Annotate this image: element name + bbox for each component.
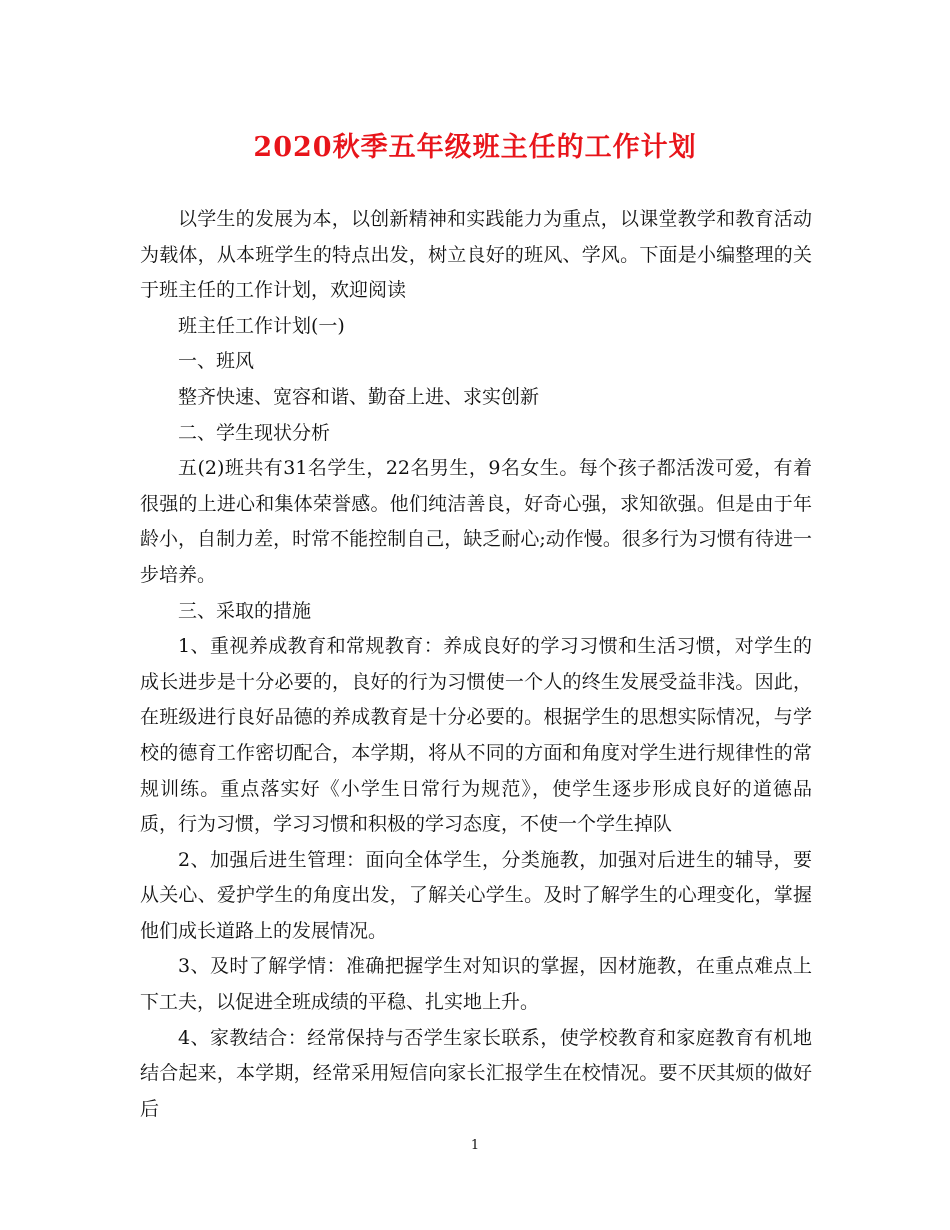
- class-style-paragraph: 整齐快速、宽容和谐、勤奋上进、求实创新: [178, 385, 540, 408]
- section-heading-class-style: 一、班风: [178, 350, 255, 373]
- student-analysis-paragraph: 五(2)班共有31名学生，22名男生，9名女生。每个孩子都活泼可爱，有着很强的上进心和集体荣誉感。他们纯洁善良，好奇心强，求知欲强。但是由于年龄小，自制力差，时常不能控制自己，缺乏耐心;动作慢。很多行为习惯有待进一步培养。: [140, 457, 812, 586]
- measure-paragraph-4: 4、家教结合：经常保持与否学生家长联系，使学校教育和家庭教育有机地结合起来，本学期，经常采用短信向家长汇报学生在校情况。要不厌其烦的做好后: [140, 1026, 812, 1120]
- section-heading-plan-one: 班主任工作计划(一): [178, 314, 345, 337]
- document-title: 2020秋季五年级班主任的工作计划: [253, 132, 697, 163]
- intro-paragraph: 以学生的发展为本，以创新精神和实践能力为重点，以课堂教学和教育活动为载体，从本班学生的特点出发，树立良好的班风、学风。下面是小编整理的关于班主任的工作计划，欢迎阅读: [140, 208, 812, 302]
- page-number: 1: [470, 1138, 480, 1153]
- measure-paragraph-2: 2、加强后进生管理：面向全体学生，分类施教，加强对后进生的辅导，要从关心、爱护学生的角度出发，了解关心学生。及时了解学生的心理变化，掌握他们成长道路上的发展情况。: [140, 848, 812, 942]
- section-heading-student-analysis: 二、学生现状分析: [178, 421, 331, 444]
- measure-paragraph-3: 3、及时了解学情：准确把握学生对知识的掌握，因材施教，在重点难点上下工夫，以促进全班成绩的平稳、扎实地上升。: [140, 955, 812, 1014]
- measure-paragraph-1: 1、重视养成教育和常规教育：养成良好的学习习惯和生活习惯，对学生的成长进步是十分必要的，良好的行为习惯使一个人的终生发展受益非浅。因此，在班级进行良好品德的养成教育是十分必要的。根据学生的思想实际情况，与学校的德育工作密切配合，本学期，将从不同的方面和角度对学生进行规律性的常规训练。重点落实好《小学生日常行为规范》，使学生逐步形成良好的道德品质，行为习惯，学习习惯和积极的学习态度，不使一个学生掉队: [140, 635, 812, 836]
- document-body: [140, 202, 812, 1127]
- section-heading-measures: 三、采取的措施: [178, 599, 312, 622]
